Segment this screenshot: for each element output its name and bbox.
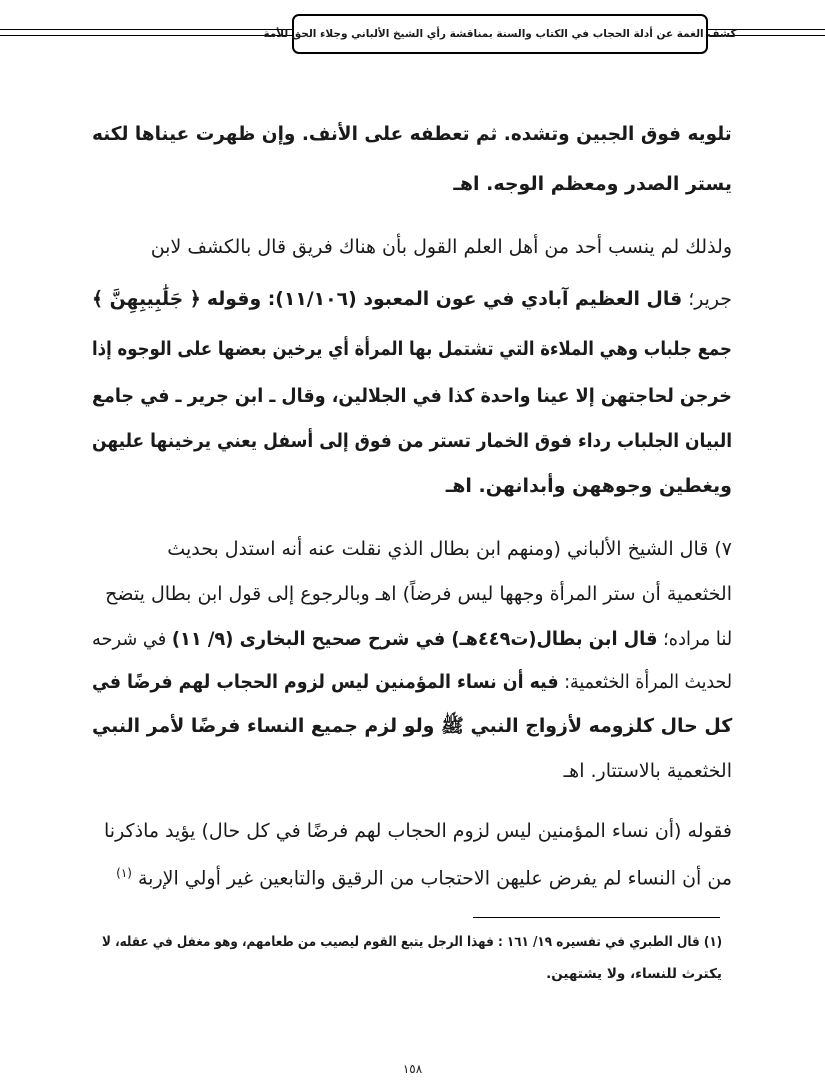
text-line-9: ٧) قال الشيخ الألباني (ومنهم ابن بطال الذي نقلت عنه أنه استدل بحديث	[167, 538, 732, 560]
text-line-3: ولذلك لم ينسب أحد من أهل العلم القول بأن هناك فريق قال بالكشف لابن	[150, 236, 732, 258]
text-line-16: من أن النساء لم يفرض عليهن الاحتجاب من الرقيق والتابعين غير أولي الإربة $^{(١)}$	[116, 866, 732, 890]
text-line-8: ويغطين وجوههن وأبدانهن. اهـ	[445, 475, 732, 497]
header-rule-left-2	[0, 35, 292, 36]
text-line-14: الخثعمية بالاستتار. اهـ	[563, 760, 732, 782]
text-line-11: لنا مراده؛ قال ابن بطال(ت٤٤٩هـ) في شرح صحيح البخارى (٩/ ١١) في شرحه	[91, 628, 732, 650]
text-line-1: تلويه فوق الجبين وتشده. ثم تعطفه على الأنف. وإن ظهرت عيناها لكنه	[92, 123, 732, 145]
text-line-7: البيان الجلباب رداء فوق الخمار تستر من فوق إلى أسفل يعني يرخينها عليهن	[91, 430, 732, 452]
footnote-line-1: (١) قال الطبري في تفسيره ١٩/ ١٦١ : فهذا الرجل يتبع القوم ليصيب من طعامهم، وهو مغفل في عقله، لا	[101, 934, 722, 950]
text-line-15: فقوله (أن نساء المؤمنين ليس لزوم الحجاب لهم فرضًا في كل حال) يؤيد ماذكرنا	[104, 820, 732, 842]
footnote-separator	[473, 917, 720, 918]
text-line-5: جمع جلباب وهي الملاءة التي تشتمل بها المرأة أي يرخين بعضها على الوجوه إذا	[92, 338, 732, 360]
page-number: ١٥٨	[402, 1062, 423, 1076]
text-line-4: جرير؛ قال العظيم آبادي في عون المعبود (١١/١٠٦): وقوله ﴿ جَلَٰبِيبِهِنَّ ﴾	[92, 288, 732, 310]
text-line-10: الخثعمية أن ستر المرأة وجهها ليس فرضاً) اهـ وبالرجوع إلى قول ابن بطال يتضح	[105, 583, 732, 605]
text-line-6: خرجن لحاجتهن إلا عينا واحدة كذا في الجلالين، وقال ـ ابن جرير ـ في جامع	[92, 385, 732, 407]
footnote-ref: (١)	[116, 866, 132, 880]
running-title: كشف الغمة عن أدلة الحجاب في الكتاب والسنة بمناقشة رأي الشيخ الألباني وجلاء الحق للأمة	[263, 28, 737, 40]
footnote-line-2: يكترث للنساء، ولا يشتهين.	[546, 966, 722, 982]
header-rule-left	[0, 29, 292, 30]
quran-quote: ﴿ جَلَٰبِيبِهِنَّ ﴾	[92, 288, 201, 310]
text-line-12: لحديث المرأة الخثعمية: فيه أن نساء المؤمنين ليس لزوم الحجاب لهم فرضًا في	[91, 671, 732, 693]
running-header	[263, 14, 737, 54]
text-line-2: يستر الصدر ومعظم الوجه. اهـ	[453, 173, 732, 195]
text-line-13: كل حال كلزومه لأزواج النبي ﷺ ولو لزم جميع النساء فرضًا لأمر النبي	[91, 715, 732, 737]
